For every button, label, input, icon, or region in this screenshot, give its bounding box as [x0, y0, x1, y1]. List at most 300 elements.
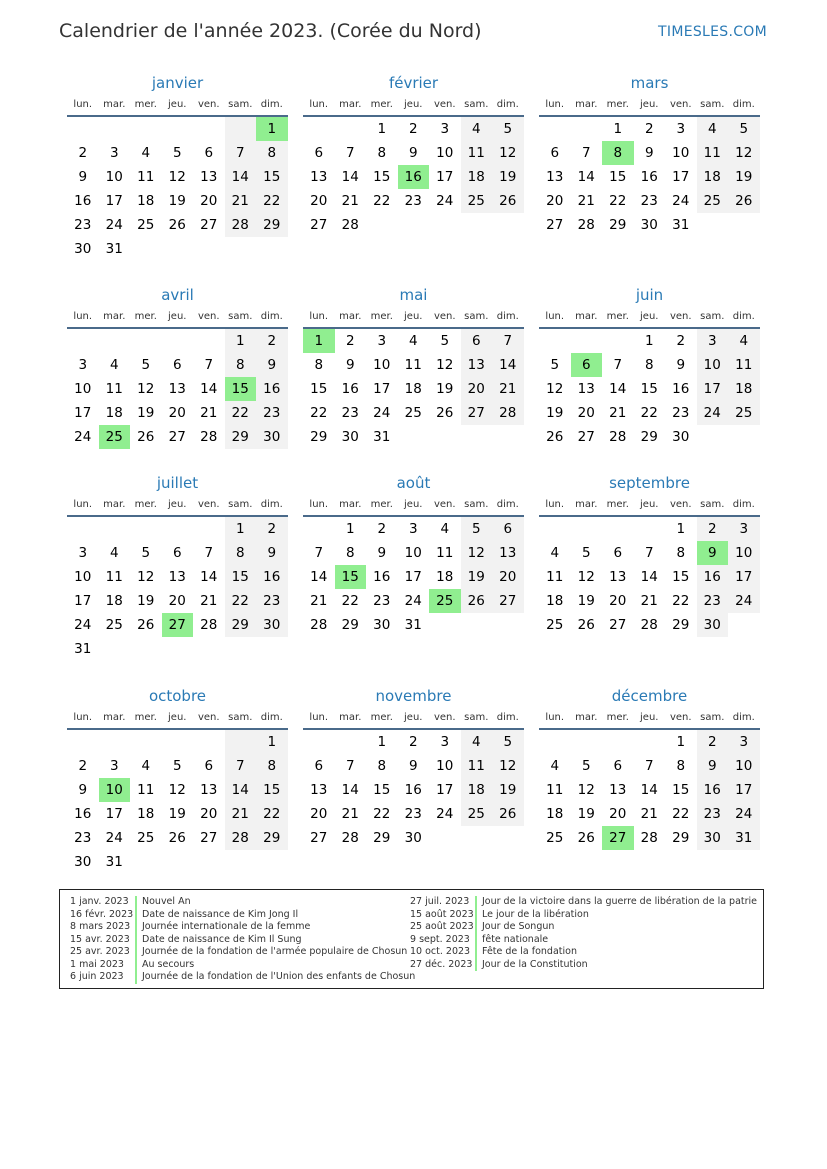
empty-cell — [602, 730, 634, 754]
day-cell: 4 — [141, 145, 151, 161]
day-cell: 27 — [310, 830, 328, 846]
day-cell: 17 — [74, 593, 92, 609]
weekday-label: jeu. — [404, 99, 423, 110]
empty-cell — [130, 117, 162, 141]
day-cell: 3 — [728, 730, 760, 754]
day-cell: 31 — [672, 217, 690, 233]
day-cell: 12 — [137, 381, 155, 397]
empty-cell — [461, 613, 493, 637]
weekday-label: sam. — [700, 311, 725, 322]
weekday-label: ven. — [197, 499, 220, 510]
day-cell: 2 — [408, 121, 418, 137]
weekday-label: sam. — [700, 712, 725, 723]
day-cell: 22 — [373, 806, 391, 822]
day-cell: 18 — [137, 193, 155, 209]
day-cell: 5 — [492, 117, 524, 141]
month-name: janvier — [151, 74, 204, 92]
day-cell: 20 — [546, 193, 564, 209]
weekday-label: mer. — [134, 712, 157, 723]
day-cell: 4 — [461, 730, 493, 754]
holiday-date: 27 déc. 2023 — [410, 958, 473, 970]
day-cell: 15 — [672, 782, 690, 798]
day-cell: 18 — [105, 593, 123, 609]
day-cell: 15 — [225, 377, 257, 401]
legend-row — [60, 959, 415, 972]
day-cell: 24 — [728, 589, 760, 613]
day-grid — [303, 517, 524, 637]
day-cell: 1 — [377, 121, 387, 137]
weekday-label: mar. — [575, 311, 598, 322]
day-cell: 29 — [310, 429, 328, 445]
day-cell: 2 — [697, 730, 729, 754]
day-cell: 13 — [609, 569, 627, 585]
day-cell: 20 — [168, 405, 186, 421]
day-cell: 26 — [492, 802, 524, 826]
day-cell: 21 — [341, 806, 359, 822]
day-cell: 3 — [676, 121, 686, 137]
day-cell: 30 — [697, 613, 729, 637]
day-cell: 15 — [373, 169, 391, 185]
day-cell: 13 — [461, 353, 493, 377]
empty-cell — [571, 730, 603, 754]
day-cell: 12 — [492, 754, 524, 778]
day-cell: 25 — [461, 189, 493, 213]
day-cell: 1 — [613, 121, 623, 137]
weekday-label: mar. — [339, 712, 362, 723]
weekday-label: sam. — [464, 311, 489, 322]
weekday-label: lun. — [73, 712, 93, 723]
day-cell: 9 — [78, 169, 88, 185]
day-cell: 29 — [672, 830, 690, 846]
day-cell: 24 — [728, 802, 760, 826]
day-cell: 26 — [137, 617, 155, 633]
day-cell: 14 — [341, 169, 359, 185]
day-cell: 5 — [172, 758, 182, 774]
empty-cell — [571, 117, 603, 141]
holiday-name: Date de naissance de Kim Il Sung — [142, 933, 302, 945]
day-cell: 7 — [225, 141, 257, 165]
legend-row — [60, 921, 415, 934]
day-cell: 4 — [550, 758, 560, 774]
holiday-date: 25 avr. 2023 — [70, 946, 130, 957]
day-cell: 14 — [310, 569, 328, 585]
day-cell: 31 — [105, 854, 123, 870]
day-cell: 5 — [461, 517, 493, 541]
day-cell: 12 — [546, 381, 564, 397]
day-cell: 21 — [310, 593, 328, 609]
day-cell: 22 — [672, 593, 690, 609]
day-cell: 25 — [137, 830, 155, 846]
day-cell: 17 — [105, 193, 123, 209]
day-cell: 11 — [461, 141, 493, 165]
weekday-label: sam. — [700, 499, 725, 510]
day-cell: 6 — [204, 758, 214, 774]
day-cell: 25 — [105, 617, 123, 633]
weekday-label: mer. — [134, 311, 157, 322]
day-cell: 10 — [728, 541, 760, 565]
day-cell: 9 — [78, 782, 88, 798]
day-cell: 20 — [577, 405, 595, 421]
day-cell: 20 — [310, 806, 328, 822]
weekday-label: dim. — [496, 311, 519, 322]
day-cell: 27 — [200, 830, 218, 846]
weekday-header — [539, 707, 760, 730]
day-cell: 27 — [168, 429, 186, 445]
day-cell: 28 — [225, 213, 257, 237]
day-cell: 4 — [550, 545, 560, 561]
day-cell: 9 — [697, 541, 729, 565]
page-title: Calendrier de l'année 2023. (Corée du Nord) — [59, 20, 482, 42]
empty-cell — [225, 237, 257, 261]
empty-cell — [225, 730, 257, 754]
day-cell: 17 — [728, 565, 760, 589]
weekday-label: mer. — [370, 499, 393, 510]
holiday-date: 16 févr. 2023 — [70, 908, 134, 920]
holiday-date: 15 avr. 2023 — [70, 933, 130, 945]
weekday-header — [67, 94, 288, 117]
day-cell: 13 — [546, 169, 564, 185]
weekday-label: jeu. — [404, 499, 423, 510]
day-cell: 9 — [377, 545, 387, 561]
legend-marker — [135, 971, 137, 984]
day-cell: 21 — [492, 377, 524, 401]
day-cell: 30 — [341, 429, 359, 445]
day-cell: 3 — [78, 545, 88, 561]
day-cell: 13 — [310, 169, 328, 185]
empty-cell — [539, 329, 571, 353]
weekday-label: dim. — [496, 499, 519, 510]
day-cell: 9 — [644, 145, 654, 161]
day-cell: 2 — [644, 121, 654, 137]
day-cell: 6 — [314, 145, 324, 161]
month-calendar — [67, 284, 288, 449]
day-cell: 23 — [672, 405, 690, 421]
weekday-label: sam. — [228, 499, 253, 510]
day-cell: 1 — [303, 329, 335, 353]
day-cell: 1 — [345, 521, 355, 537]
day-cell: 30 — [256, 425, 288, 449]
empty-cell — [429, 613, 461, 637]
empty-cell — [602, 517, 634, 541]
weekday-label: dim. — [496, 712, 519, 723]
weekday-header — [539, 94, 760, 117]
day-cell: 20 — [310, 193, 328, 209]
empty-cell — [429, 425, 461, 449]
day-cell: 17 — [436, 782, 454, 798]
day-cell: 26 — [168, 217, 186, 233]
day-cell: 9 — [676, 357, 686, 373]
weekday-label: jeu. — [640, 311, 659, 322]
day-cell: 16 — [74, 193, 92, 209]
day-cell: 23 — [74, 217, 92, 233]
day-cell: 13 — [492, 541, 524, 565]
day-cell: 25 — [99, 425, 131, 449]
day-cell: 22 — [373, 193, 391, 209]
day-cell: 13 — [310, 782, 328, 798]
day-cell: 1 — [225, 517, 257, 541]
day-cell: 8 — [256, 754, 288, 778]
day-cell: 3 — [78, 357, 88, 373]
day-cell: 24 — [436, 806, 454, 822]
day-cell: 14 — [341, 782, 359, 798]
day-cell: 2 — [408, 734, 418, 750]
weekday-label: mer. — [606, 99, 629, 110]
weekday-label: sam. — [464, 99, 489, 110]
day-cell: 16 — [256, 565, 288, 589]
empty-cell — [99, 117, 131, 141]
legend-row — [400, 946, 757, 959]
day-cell: 21 — [640, 593, 658, 609]
holiday-date: 1 mai 2023 — [70, 958, 124, 970]
day-cell: 22 — [310, 405, 328, 421]
day-cell: 4 — [109, 357, 119, 373]
day-cell: 23 — [640, 193, 658, 209]
day-cell: 17 — [436, 169, 454, 185]
day-cell: 24 — [74, 429, 92, 445]
empty-cell — [492, 826, 524, 850]
weekday-label: ven. — [197, 311, 220, 322]
day-cell: 17 — [105, 806, 123, 822]
day-cell: 29 — [373, 830, 391, 846]
empty-cell — [162, 637, 194, 661]
day-cell: 8 — [377, 758, 387, 774]
weekday-header — [303, 306, 524, 329]
day-cell: 31 — [728, 826, 760, 850]
weekday-label: mar. — [103, 712, 126, 723]
day-grid — [539, 517, 760, 637]
day-cell: 24 — [697, 401, 729, 425]
day-cell: 17 — [672, 169, 690, 185]
day-cell: 23 — [404, 806, 422, 822]
day-cell: 19 — [137, 593, 155, 609]
day-cell: 19 — [728, 165, 760, 189]
day-cell: 12 — [577, 782, 595, 798]
empty-cell — [398, 425, 430, 449]
month-calendar — [67, 472, 288, 661]
day-cell: 26 — [461, 589, 493, 613]
holiday-date: 6 juin 2023 — [70, 971, 124, 982]
day-cell: 19 — [577, 806, 595, 822]
month-calendar — [539, 685, 760, 850]
day-grid — [539, 730, 760, 850]
day-cell: 10 — [105, 169, 123, 185]
day-cell: 16 — [404, 782, 422, 798]
day-cell: 28 — [200, 429, 218, 445]
weekday-label: ven. — [669, 99, 692, 110]
empty-cell — [429, 826, 461, 850]
weekday-label: mar. — [103, 311, 126, 322]
day-cell: 8 — [314, 357, 324, 373]
day-cell: 14 — [609, 381, 627, 397]
day-cell: 22 — [225, 589, 257, 613]
empty-cell — [366, 213, 398, 237]
day-cell: 11 — [546, 569, 564, 585]
day-cell: 5 — [581, 545, 591, 561]
day-cell: 2 — [676, 333, 686, 349]
day-cell: 7 — [644, 545, 654, 561]
brand-link[interactable]: TIMESLES.COM — [658, 24, 767, 40]
day-cell: 15 — [373, 782, 391, 798]
empty-cell — [256, 850, 288, 874]
weekday-label: lun. — [309, 712, 329, 723]
day-cell: 30 — [256, 613, 288, 637]
day-cell: 3 — [109, 145, 119, 161]
holiday-name: Date de naissance de Kim Jong Il — [142, 908, 299, 920]
day-cell: 8 — [644, 357, 654, 373]
day-cell: 16 — [398, 165, 430, 189]
holiday-date: 25 août 2023 — [410, 921, 474, 932]
empty-cell — [303, 517, 335, 541]
day-cell: 27 — [492, 589, 524, 613]
day-cell: 14 — [200, 569, 218, 585]
day-cell: 2 — [256, 517, 288, 541]
legend-row — [60, 946, 415, 959]
day-cell: 1 — [377, 734, 387, 750]
day-cell: 22 — [672, 806, 690, 822]
day-cell: 30 — [404, 830, 422, 846]
day-cell: 7 — [204, 357, 214, 373]
day-cell: 7 — [225, 754, 257, 778]
day-cell: 20 — [168, 593, 186, 609]
weekday-label: mer. — [606, 712, 629, 723]
day-cell: 16 — [697, 778, 729, 802]
day-cell: 22 — [341, 593, 359, 609]
day-cell: 9 — [408, 758, 418, 774]
day-cell: 27 — [200, 217, 218, 233]
day-cell: 17 — [404, 569, 422, 585]
empty-cell — [398, 213, 430, 237]
day-cell: 12 — [168, 169, 186, 185]
holiday-name: Nouvel An — [142, 896, 191, 907]
empty-cell — [193, 637, 225, 661]
day-cell: 16 — [697, 565, 729, 589]
day-cell: 27 — [162, 613, 194, 637]
day-cell: 29 — [640, 429, 658, 445]
holiday-date: 27 juil. 2023 — [410, 896, 470, 907]
day-cell: 19 — [461, 565, 493, 589]
day-cell: 5 — [141, 357, 151, 373]
day-cell: 10 — [697, 353, 729, 377]
month-calendar — [303, 72, 524, 237]
day-cell: 28 — [225, 826, 257, 850]
day-cell: 27 — [546, 217, 564, 233]
empty-cell — [492, 425, 524, 449]
month-name: avril — [161, 286, 194, 304]
legend-marker — [475, 896, 477, 909]
day-cell: 5 — [492, 730, 524, 754]
empty-cell — [256, 637, 288, 661]
day-cell: 30 — [373, 617, 391, 633]
day-cell: 10 — [728, 754, 760, 778]
weekday-label: jeu. — [404, 311, 423, 322]
day-cell: 6 — [492, 517, 524, 541]
day-cell: 18 — [461, 165, 493, 189]
day-cell: 18 — [697, 165, 729, 189]
empty-cell — [634, 517, 666, 541]
empty-cell — [634, 730, 666, 754]
day-cell: 14 — [492, 353, 524, 377]
empty-cell — [67, 730, 99, 754]
weekday-header — [67, 494, 288, 517]
day-cell: 16 — [341, 381, 359, 397]
day-cell: 24 — [105, 830, 123, 846]
weekday-label: sam. — [464, 712, 489, 723]
day-cell: 7 — [314, 545, 324, 561]
weekday-label: ven. — [197, 99, 220, 110]
day-cell: 2 — [345, 333, 355, 349]
weekday-label: sam. — [700, 99, 725, 110]
day-cell: 13 — [200, 169, 218, 185]
weekday-label: mar. — [103, 99, 126, 110]
day-cell: 21 — [225, 802, 257, 826]
day-cell: 10 — [404, 545, 422, 561]
holiday-date: 1 janv. 2023 — [70, 896, 129, 907]
day-cell: 30 — [74, 241, 92, 257]
empty-cell — [461, 826, 493, 850]
weekday-label: ven. — [197, 712, 220, 723]
day-cell: 26 — [577, 830, 595, 846]
day-cell: 28 — [640, 830, 658, 846]
empty-cell — [571, 329, 603, 353]
day-cell: 8 — [676, 758, 686, 774]
empty-cell — [225, 637, 257, 661]
day-cell: 13 — [168, 569, 186, 585]
day-cell: 23 — [697, 802, 729, 826]
day-cell: 23 — [404, 193, 422, 209]
day-cell: 29 — [341, 617, 359, 633]
day-cell: 10 — [436, 758, 454, 774]
day-cell: 15 — [672, 569, 690, 585]
day-cell: 25 — [137, 217, 155, 233]
weekday-label: ven. — [433, 311, 456, 322]
day-cell: 8 — [602, 141, 634, 165]
weekday-label: lun. — [73, 499, 93, 510]
day-cell: 6 — [571, 353, 603, 377]
weekday-label: mer. — [370, 99, 393, 110]
day-cell: 28 — [492, 401, 524, 425]
weekday-label: mer. — [370, 311, 393, 322]
empty-cell — [130, 850, 162, 874]
day-grid — [539, 117, 760, 237]
day-cell: 27 — [602, 826, 634, 850]
day-cell: 12 — [168, 782, 186, 798]
weekday-label: dim. — [260, 311, 283, 322]
day-cell: 20 — [200, 193, 218, 209]
weekday-label: lun. — [545, 499, 565, 510]
day-cell: 16 — [74, 806, 92, 822]
weekday-label: lun. — [73, 99, 93, 110]
day-cell: 5 — [581, 758, 591, 774]
empty-cell — [728, 425, 760, 449]
empty-cell — [303, 117, 335, 141]
weekday-header — [67, 306, 288, 329]
day-cell: 13 — [577, 381, 595, 397]
day-cell: 15 — [225, 565, 257, 589]
day-cell: 10 — [74, 569, 92, 585]
day-cell: 29 — [225, 613, 257, 637]
day-cell: 24 — [74, 617, 92, 633]
day-cell: 18 — [404, 381, 422, 397]
day-cell: 28 — [609, 429, 627, 445]
day-cell: 11 — [546, 782, 564, 798]
day-cell: 15 — [640, 381, 658, 397]
empty-cell — [492, 213, 524, 237]
day-cell: 7 — [204, 545, 214, 561]
month-name: août — [396, 474, 431, 492]
day-cell: 13 — [168, 381, 186, 397]
day-cell: 6 — [461, 329, 493, 353]
weekday-label: mar. — [575, 712, 598, 723]
